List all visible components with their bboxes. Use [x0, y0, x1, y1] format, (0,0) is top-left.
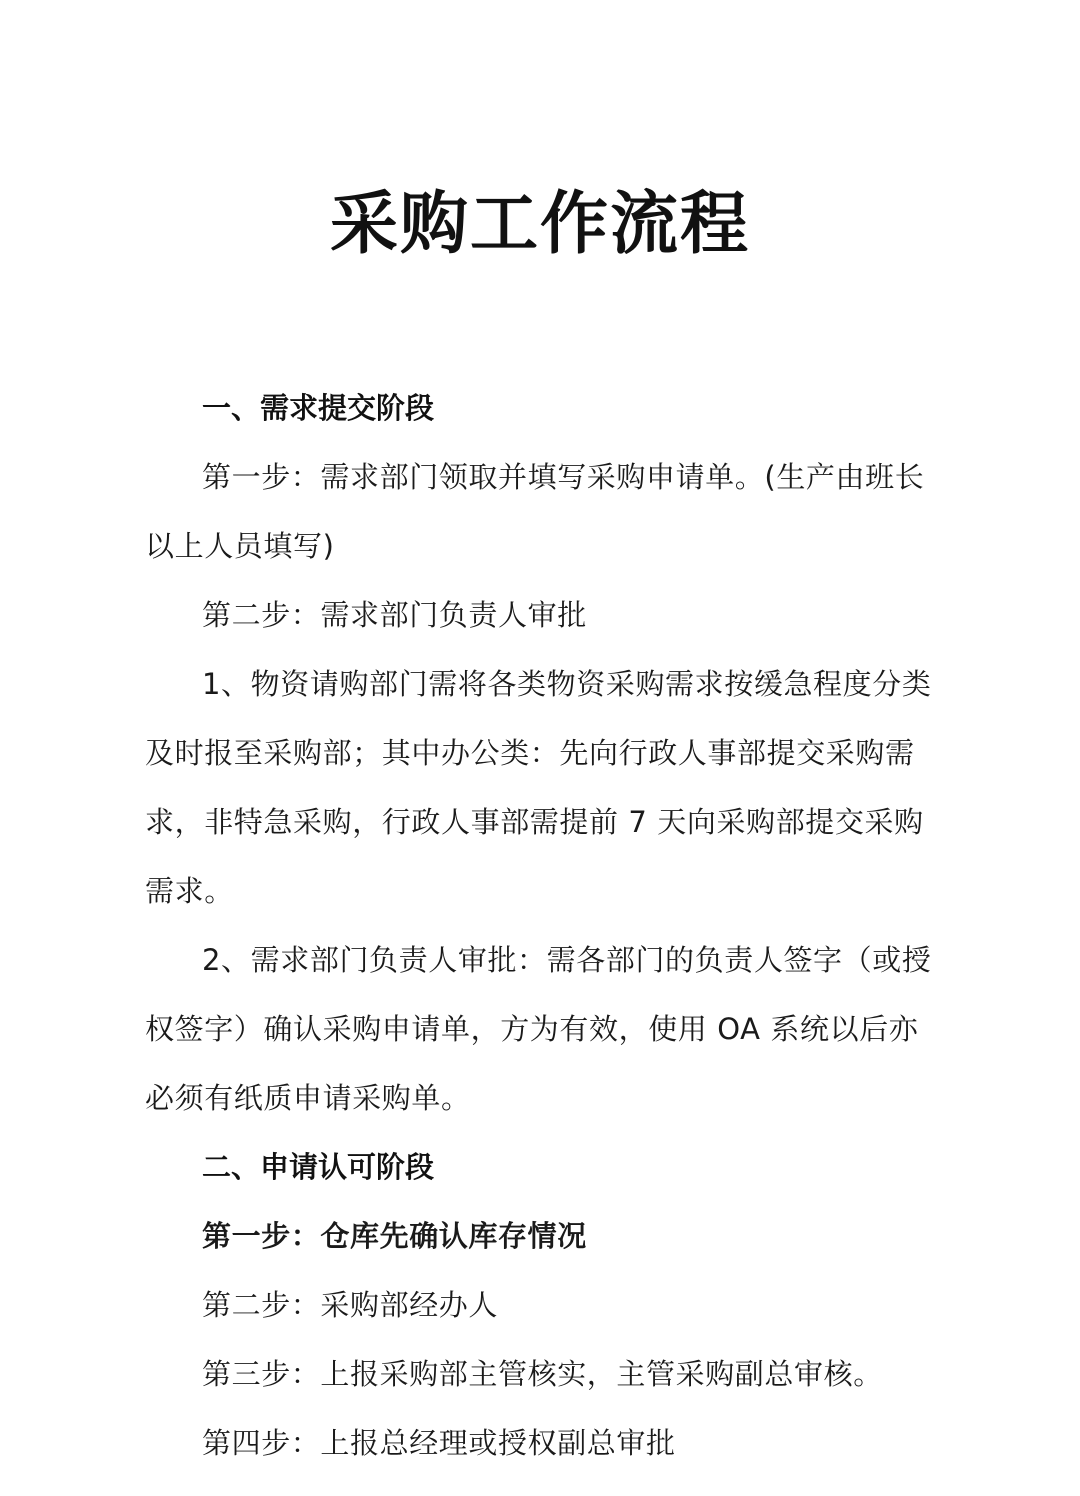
section-heading: 二、申请认可阶段	[202, 1150, 435, 1184]
paragraph: 第二步：采购部经办人	[202, 1288, 499, 1322]
paragraph: 第一步：仓库先确认库存情况	[202, 1219, 587, 1253]
document-body	[145, 374, 945, 1478]
paragraph: 2、需求部门负责人审批：需各部门的负责人签字（或授权签字）确认采购申请单，方为有效，使用 OA 系统以后亦必须有纸质申请采购单。	[145, 943, 932, 1115]
section-application-approval	[145, 1133, 945, 1478]
paragraph: 第四步：上报总经理或授权副总审批	[202, 1426, 676, 1460]
document-title: 采购工作流程	[329, 185, 750, 264]
paragraph: 1、物资请购部门需将各类物资采购需求按缓急程度分类及时报至采购部；其中办公类：先向行政人事部提交采购需求，非特急采购，行政人事部需提前 7 天向采购部提交采购需求。	[145, 667, 932, 908]
paragraph: 第三步：上报采购部主管核实，主管采购副总审核。	[202, 1357, 883, 1391]
paragraph: 第一步：需求部门领取并填写采购申请单。(生产由班长以上人员填写)	[145, 460, 925, 563]
section-demand-submission	[145, 374, 945, 1133]
paragraph: 第二步：需求部门负责人审批	[202, 598, 587, 632]
section-heading: 一、需求提交阶段	[202, 391, 435, 425]
